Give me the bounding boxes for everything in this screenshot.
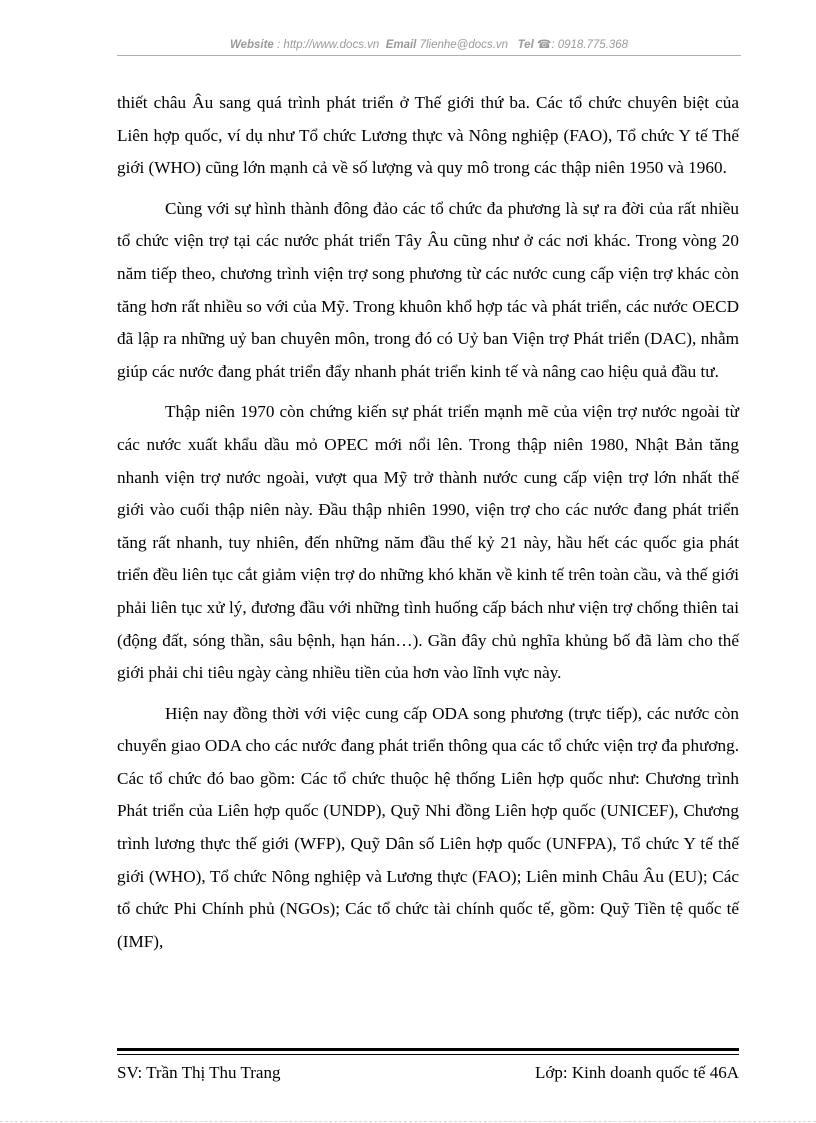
- tel-value: : 0918.775.368: [551, 39, 629, 51]
- tel-label: Tel: [517, 39, 534, 51]
- header-divider: [117, 55, 741, 56]
- email-icon: 7: [419, 39, 426, 51]
- website-value: : http://www.docs.vn: [277, 39, 380, 51]
- website-label: Website: [229, 39, 274, 51]
- page-footer: [117, 1063, 739, 1083]
- paragraph-3: Thập niên 1970 còn chứng kiến sự phát triển mạnh mẽ của viện trợ nước ngoài từ các nước xuất khẩu dầu mỏ OPEC mới nổi lên. Trong thập niên 1980, Nhật Bản tăng nhanh viện trợ nước ngoài, vượt qua Mỹ trở thành nước cung cấp viện trợ lớn nhất thế giới vào cuối thập niên này. Đầu thập nhiên 1990, viện trợ cho các nước đang phát triển tăng rất nhanh, tuy nhiên, đến những năm đầu thế kỷ 21 này, hầu hết các quốc gia phát triển đều liên tục cắt giảm viện trợ do những khó khăn về kinh tế trên toàn cầu, và thế giới phải liên tục xử lý, đương đầu với những tình huống cấp bách như viện trợ chống thiên tai (động đất, sóng thần, sâu bệnh, hạn hán…). Gần đây chủ nghĩa khủng bố đã làm cho thế giới phải chi tiêu ngày càng nhiều tiền của hơn vào lĩnh vực này.: [117, 402, 739, 683]
- document-body: [117, 87, 739, 966]
- footer-divider-thin: [117, 1054, 739, 1055]
- email-value: lienhe@docs.vn: [425, 39, 508, 51]
- footer-class: Lớp: Kinh doanh quốc tế 46A: [535, 1063, 739, 1082]
- paragraph-1: thiết châu Âu sang quá trình phát triển ở Thế giới thứ ba. Các tổ chức chuyên biệt của Liên hợp quốc, ví dụ như Tổ chức Lương thực và Nông nghiệp (FAO), Tổ chức Y tế Thế giới (WHO) cũng lớn mạnh cả về số lượng và quy mô trong các thập niên 1950 và 1960.: [117, 93, 739, 178]
- email-label: Email: [385, 39, 417, 51]
- paragraph-4: Hiện nay đồng thời với việc cung cấp ODA song phương (trực tiếp), các nước còn chuyển giao ODA cho các nước đang phát triển thông qua các tổ chức viện trợ đa phương. Các tổ chức đó bao gồm: Các tổ chức thuộc hệ thống Liên hợp quốc như: Chương trình Phát triển của Liên hợp quốc (UNDP), Quỹ Nhi đồng Liên hợp quốc (UNICEF), Chương trình lương thực thế giới (WFP), Quỹ Dân số Liên hợp quốc (UNFPA), Tổ chức Y tế thế giới (WHO), Tổ chức Nông nghiệp và Lương thực (FAO); Liên minh Châu Âu (EU); Các tổ chức Phi Chính phủ (NGOs); Các tổ chức tài chính quốc tế, gồm: Quỹ Tiền tệ quốc tế (IMF),: [117, 703, 739, 951]
- page-edge-divider: [0, 1121, 816, 1122]
- page-header: [117, 37, 741, 51]
- footer-student: SV: Trần Thị Thu Trang: [117, 1063, 281, 1082]
- paragraph-2: Cùng với sự hình thành đông đảo các tổ chức đa phương là sự ra đời của rất nhiều tổ chức viện trợ tại các nước phát triển Tây Âu cũng như ở các nơi khác. Trong vòng 20 năm tiếp theo, chương trình viện trợ song phương từ các nước cung cấp viện trợ khác còn tăng hơn rất nhiều so với của Mỹ. Trong khuôn khổ hợp tác và phát triển, các nước OECD đã lập ra những uỷ ban chuyên môn, trong đó có Uỷ ban Viện trợ Phát triển (DAC), nhằm giúp các nước đang phát triển đẩy nhanh phát triển kinh tế và nâng cao hiệu quả đầu tư.: [117, 198, 739, 381]
- phone-icon: ☎: [536, 39, 552, 51]
- footer-divider-thick: [117, 1048, 739, 1051]
